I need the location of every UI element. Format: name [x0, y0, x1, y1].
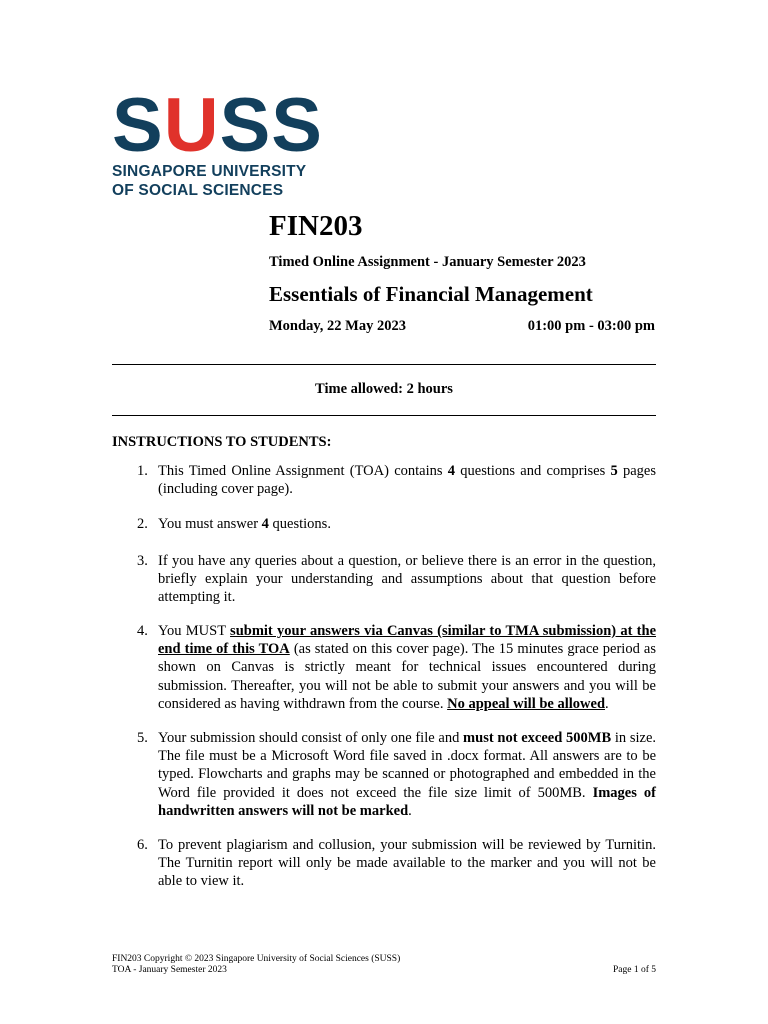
item-text: You must answer 4 questions. — [158, 516, 331, 532]
item-text: You MUST submit your answers via Canvas (similar to TMA submission) at the end time of this TOA (as stated on this cover page). The 15 minutes grace period as shown on Canvas is strictly meant for technical issues encountered during submission. Thereafter, you will not be able to submit your answers and you will be considered as having withdrawn from the course. No appeal will be allowed. — [158, 623, 657, 712]
exam-date: Monday, 22 May 2023 — [269, 318, 406, 334]
course-code: FIN203 — [269, 210, 363, 242]
logo-line-1: SINGAPORE UNIVERSITY — [112, 163, 307, 180]
item-text: If you have any queries about a question, or believe there is an error in the question, briefly explain your understanding and assumptions about that question before attempting it. — [158, 553, 656, 606]
exam-time: 01:00 pm - 03:00 pm — [527, 318, 655, 334]
instruction-item-3 — [137, 552, 656, 607]
instruction-item-5 — [137, 729, 656, 820]
item-number: 6. — [137, 837, 148, 853]
divider-top — [112, 364, 656, 365]
footer-semester: TOA - January Semester 2023 — [112, 965, 227, 975]
item-number: 5. — [137, 730, 148, 746]
instruction-item-2 — [137, 515, 656, 533]
logo-wordmark — [112, 83, 323, 168]
logo-line-2: OF SOCIAL SCIENCES — [112, 182, 284, 199]
assignment-title: Timed Online Assignment - January Semester 2023 — [269, 254, 586, 270]
item-number: 2. — [137, 516, 148, 532]
item-number: 4. — [137, 623, 148, 639]
subject-title: Essentials of Financial Management — [269, 282, 593, 306]
instruction-item-4 — [137, 622, 656, 713]
suss-logo — [112, 83, 323, 200]
logo-letters-ss: SS — [219, 83, 323, 168]
page-number: Page 1 of 5 — [612, 965, 656, 975]
instructions-heading: INSTRUCTIONS TO STUDENTS: — [112, 434, 332, 450]
logo-letter-u: U — [163, 83, 220, 168]
item-text: This Timed Online Assignment (TOA) contains 4 questions and comprises 5 pages (including cover page). — [158, 463, 656, 498]
item-text: Your submission should consist of only one file and must not exceed 500MB in size. The file must be a Microsoft Word file saved in .docx format. All answers are to be typed. Flowcharts and graphs may be scanned or photographed and embedded in the Word file provided it does not exceed the file size limit of 500MB. Images of handwritten answers will not be marked. — [158, 730, 657, 819]
divider-bottom — [112, 415, 656, 416]
instruction-item-6 — [137, 836, 656, 891]
item-number: 3. — [137, 553, 148, 569]
item-number: 1. — [137, 463, 148, 479]
logo-letter-s: S — [112, 83, 164, 168]
time-allowed: Time allowed: 2 hours — [315, 381, 453, 397]
item-text: To prevent plagiarism and collusion, your submission will be reviewed by Turnitin. The Turnitin report will only be made available to the marker and you will not be able to view it. — [158, 837, 656, 890]
footer-copyright: FIN203 Copyright © 2023 Singapore University of Social Sciences (SUSS) — [112, 954, 401, 964]
instruction-item-1 — [137, 462, 656, 498]
